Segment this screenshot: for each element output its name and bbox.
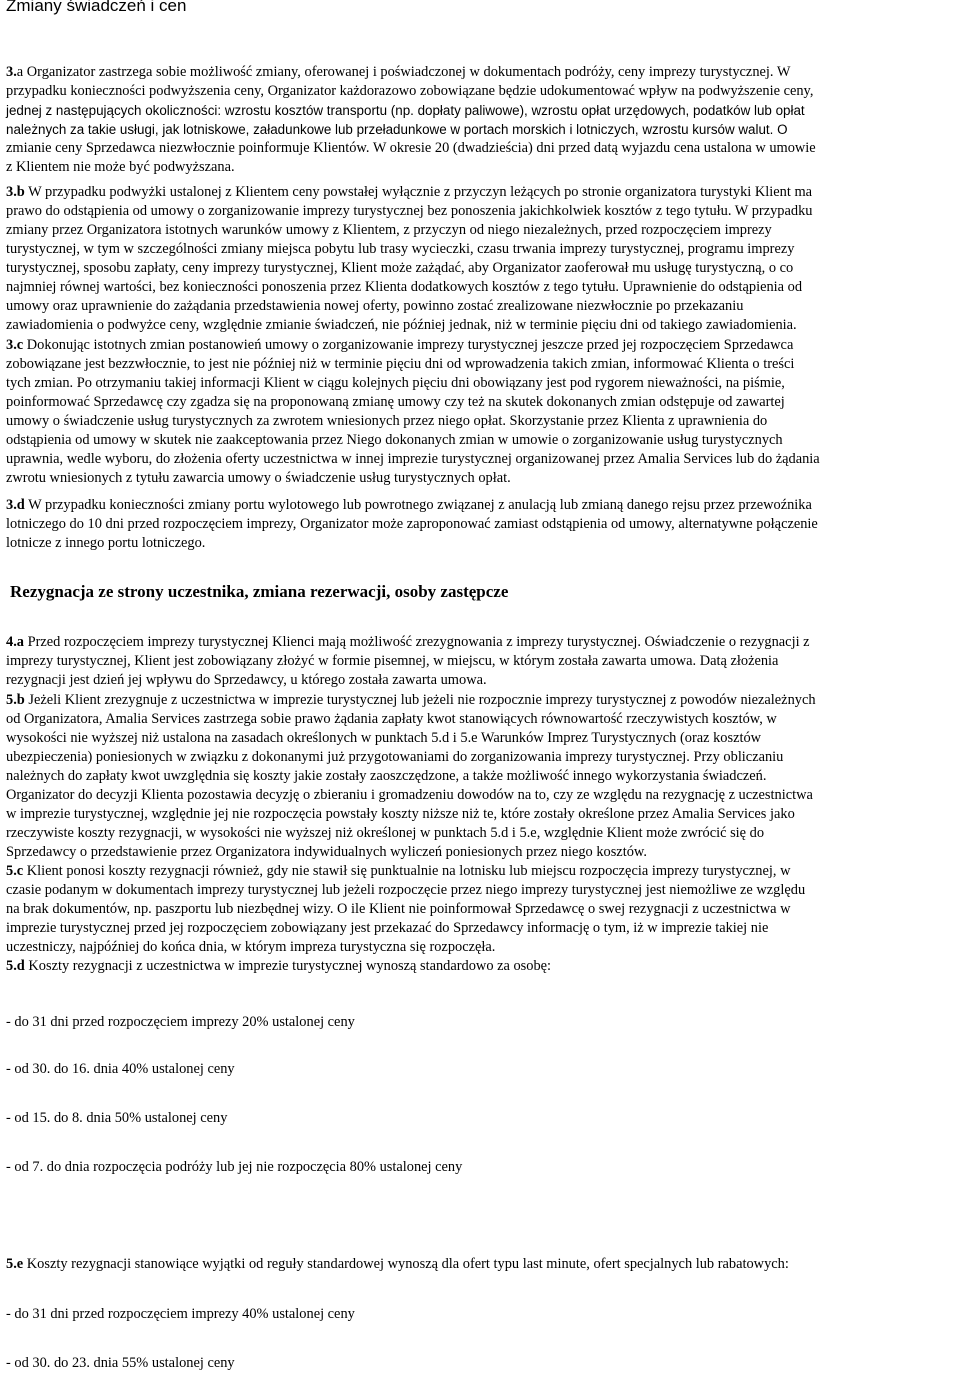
paragraph-line: z Klientem nie może być podwyższana. (6, 159, 235, 175)
paragraph-line: przypadku konieczności podwyższenia ceny, Organizator każdorazowo zobowiązane będzie udokumentować wpływ na podwyższenie ceny, (6, 83, 814, 99)
paragraph-line: tych zmian. Po otrzymaniu takiej informacji Klient w ciągu kolejnych pięciu dni obowiązany jest pod rygorem nieważności, na piśmie, (6, 375, 785, 391)
paragraph-number: 3.c (6, 337, 24, 353)
paragraph-line: Sprzedawcy o przedstawienie przez Organizatora indywidualnych wyliczeń poniesionych przez niego kosztów. (6, 844, 647, 860)
paragraph-line: lotniczego do 10 dni przed rozpoczęciem imprezy, Organizator może zaproponować zamiast odstąpienia od umowy, alternatywne połączenie (6, 516, 818, 532)
paragraph-line: imprezy turystycznej, Klient jest zobowiązany złożyć w formie pisemnej, w miejscu, w którym została zawarta umowa. Datą złożenia (6, 653, 779, 669)
paragraph-line: zmianie ceny Sprzedawca niezwłocznie poinformuje Klientów. W okresie 20 (dwadzieścia) dni przed datą wyjazdu cena ustalona w umowie (6, 140, 816, 156)
paragraph-3a (6, 63, 956, 177)
paragraph-line: poinformować Sprzedawcę czy zgadza się na proponowaną zmianę umowy czy też na skutek dokonanych zmian odstępuje od zawartej (6, 394, 785, 410)
paragraph-line: turystycznej, w tym w szczególności zmiany miejsca pobytu lub trasy wycieczki, czasu trwania imprezy turystycznej, programu imprezy (6, 241, 795, 257)
list-item: - od 7. do dnia rozpoczęcia podróży lub jej nie rozpoczęcia 80% ustalonej ceny (6, 1159, 463, 1175)
paragraph-line: uczestniczy, najpóźniej do końca dnia, w którym impreza turystyczna się rozpoczęła. (6, 939, 496, 955)
paragraph-number: 5.b (6, 692, 25, 708)
paragraph-number: 5.c (6, 863, 24, 879)
paragraph-line: 3.b W przypadku podwyżki ustalonej z Klientem ceny powstałej wyłącznie z przyczyn leżących po stronie organizatora turystyki Klient ma (6, 184, 813, 200)
paragraph-line: odstąpienia od umowy w skutek nie zaakceptowania przez Niego dokonanych zmian w umowie o zorganizowanie usług turystycznych (6, 432, 783, 448)
paragraph-5c (6, 862, 956, 957)
paragraph-line: turystycznej, sposobu zapłaty, ceny imprezy turystycznej, Klient może zażądać, aby Organizator zaoferował mu usługę turystyczną, o co (6, 260, 794, 276)
paragraph-4a (6, 633, 956, 690)
paragraph-3c (6, 336, 956, 488)
paragraph-line: 3.a Organizator zastrzega sobie możliwość zmiany, oferowanej i poświadczonej w dokumentach podróży, ceny imprezy turystycznej. W (6, 64, 791, 80)
list-item: - do 31 dni przed rozpoczęciem imprezy 20% ustalonej ceny (6, 1014, 355, 1030)
paragraph-line: 3.c Dokonując istotnych zmian postanowień umowy o zorganizowanie imprezy turystycznej jeszcze przed jej rozpoczęciem Sprzedawca (6, 337, 794, 353)
list-item: - od 30. do 23. dnia 55% ustalonej ceny (6, 1355, 235, 1371)
paragraph-3b (6, 183, 956, 335)
paragraph-5b (6, 691, 956, 862)
paragraph-line: prawo do odstąpienia od umowy o zorganizowanie imprezy turystycznej bez ponoszenia jakichkolwiek kosztów z tego tytułu. W przypadku (6, 203, 813, 219)
paragraph-line: w imprezie turystycznej, względnie jej nie rozpoczęcia powstały koszty niższe niż te, które zostały określone przez Amalia Services jako (6, 806, 795, 822)
paragraph-line: wysokości nie wyższej niż ustalona na zasadach określonych w punktach 5.d i 5.e Warunków Imprez Turystycznych (oraz kosztów (6, 730, 762, 746)
paragraph-5d (6, 957, 956, 976)
paragraph-5e (6, 1255, 956, 1274)
paragraph-3d (6, 496, 956, 553)
paragraph-line: zmiany przez Organizatora istotnych warunków umowy z Klientem, z przyczyn od niego niezależnych, przed rozpoczęciem imprezy (6, 222, 772, 238)
list-item: - od 15. do 8. dnia 50% ustalonej ceny (6, 1110, 228, 1126)
paragraph-line: zawiadomienia o podwyżce ceny, względnie zmianie świadczeń, nie później jednak, niż w terminie pięciu dni od takiego zawiadomienia. (6, 317, 797, 333)
paragraph-line: zwrotu wniesionych z tytułu zawarcia umowy o świadczenie usług turystycznych opłat. (6, 470, 511, 486)
paragraph-line: 5.c Klient ponosi koszty rezygnacji również, gdy nie stawił się punktualnie na lotnisku lub miejscu rozpoczęcia imprezy turystycznej, w (6, 863, 791, 879)
paragraph-line: umowy o świadczenie usług turystycznych za zwrotem wniesionych przez niego opłat. Skorzystanie przez Klienta z uprawnienia do (6, 413, 768, 429)
paragraph-line: uprawnia, wedle wyboru, do złożenia oferty uczestnictwa w innej imprezie turystycznej organizowanej przez Amalia Services lub do żądania (6, 451, 820, 467)
paragraph-line: 5.d Koszty rezygnacji z uczestnictwa w imprezie turystycznej wynoszą standardowo za osobę: (6, 958, 552, 974)
paragraph-line: zobowiązane jest bezzwłocznie, to jest nie później niż w terminie pięciu dni od wprowadzenia takich zmian, informować Klienta o treści (6, 356, 795, 372)
paragraph-line: 4.a Przed rozpoczęciem imprezy turystycznej Klienci mają możliwość zrezygnowania z imprezy turystycznej. Oświadczenie o rezygnacji z (6, 634, 810, 650)
paragraph-line: umowy oraz uprawnienie do zażądania przedstawienia nowej oferty, powinno zostać zrealizowane niezwłocznie po przekazaniu (6, 298, 744, 314)
paragraph-line: 5.b Jeżeli Klient zrezygnuje z uczestnictwa w imprezie turystycznej lub jeżeli nie rozpocznie imprezy turystycznej z powodów niezależnych (6, 692, 816, 708)
paragraph-line: rzeczywiste koszty rezygnacji, w wysokości nie wyższej niż określonej w punktach 5.d i 5.e, względnie Klient może zwrócić się do (6, 825, 765, 841)
paragraph-number: 3.b (6, 184, 25, 200)
paragraph-line: jednej z następujących okoliczności: wzrostu kosztów transportu (np. dopłaty paliwowe), wzrostu opłat urzędowych, podatków lub opłat (6, 103, 805, 118)
paragraph-number: 3.d (6, 497, 25, 513)
paragraph-line: na brak dokumentów, np. paszportu lub niezbędnej wizy. O ile Klient nie poinformował Sprzedawcę o swej rezygnacji z uczestnictwa w (6, 901, 791, 917)
paragraph-line: od Organizatora, Amalia Services zastrzega sobie prawo żądania zapłaty kwot stanowiących równowartość rzeczywistych kosztów, w (6, 711, 777, 727)
paragraph-line: 5.e Koszty rezygnacji stanowiące wyjątki od reguły standardowej wynoszą dla ofert typu last minute, ofert specjalnych lub rabatowych: (6, 1256, 789, 1272)
paragraph-line: lotnicze z innego portu lotniczego. (6, 535, 206, 551)
list-item: - do 31 dni przed rozpoczęciem imprezy 40% ustalonej ceny (6, 1306, 355, 1322)
paragraph-line: 3.d W przypadku konieczności zmiany portu wylotowego lub powrotnego związanej z anulacją lub zmianą danego rejsu przez przewoźnika (6, 497, 812, 513)
paragraph-line: należnych do zapłaty kwot uwzględnia się koszty jakie zostały zaoszczędzone, a także możliwość innego wykorzystania świadczeń. (6, 768, 767, 784)
paragraph-number: 5.e (6, 1256, 24, 1272)
paragraph-number: 4.a (6, 634, 24, 650)
paragraph-line: Organizator do decyzji Klienta pozostawia decyzję o zbieraniu i gromadzeniu dowodów na to, czy ze względu na rezygnację z uczestnictwa (6, 787, 813, 803)
list-item: - od 30. do 16. dnia 40% ustalonej ceny (6, 1061, 235, 1077)
paragraph-line: imprezie turystycznej przed jej rozpoczęciem zobowiązany jest przekazać do Sprzedawcy informację o tym, iż w imprezie takiej nie (6, 920, 769, 936)
paragraph-line: rezygnacji jest dzień jej wpływu do Sprzedawcy, u którego została zawarta umowa. (6, 672, 487, 688)
paragraph-number: 5.d (6, 958, 25, 974)
paragraph-line: ubezpieczenia) poniesionych w związku z dokonanymi już przygotowaniami do zorganizowania imprezy turystycznej. Przy obliczaniu (6, 749, 784, 765)
section-heading: Rezygnacja ze strony uczestnika, zmiana rezerwacji, osoby zastępcze (10, 582, 509, 601)
paragraph-number: 3. (6, 64, 17, 80)
paragraph-line: czasie podanym w dokumentach imprezy turystycznej lub jeżeli rozpoczęcie przez niego imprezy turystycznej jest niemożliwe ze względu (6, 882, 806, 898)
paragraph-line: najmniej równej wartości, bez konieczności ponoszenia przez Klienta dodatkowych kosztów z tego tytułu. Uprawnienie do odstąpienia od (6, 279, 803, 295)
page-title: Zmiany świadczeń i cen (6, 0, 187, 15)
paragraph-line: należnych za takie usługi, jak lotniskowe, załadunkowe lub przeładunkowe w portach morskich i lotniczych, wzrostu kursów walut. O (6, 122, 788, 137)
